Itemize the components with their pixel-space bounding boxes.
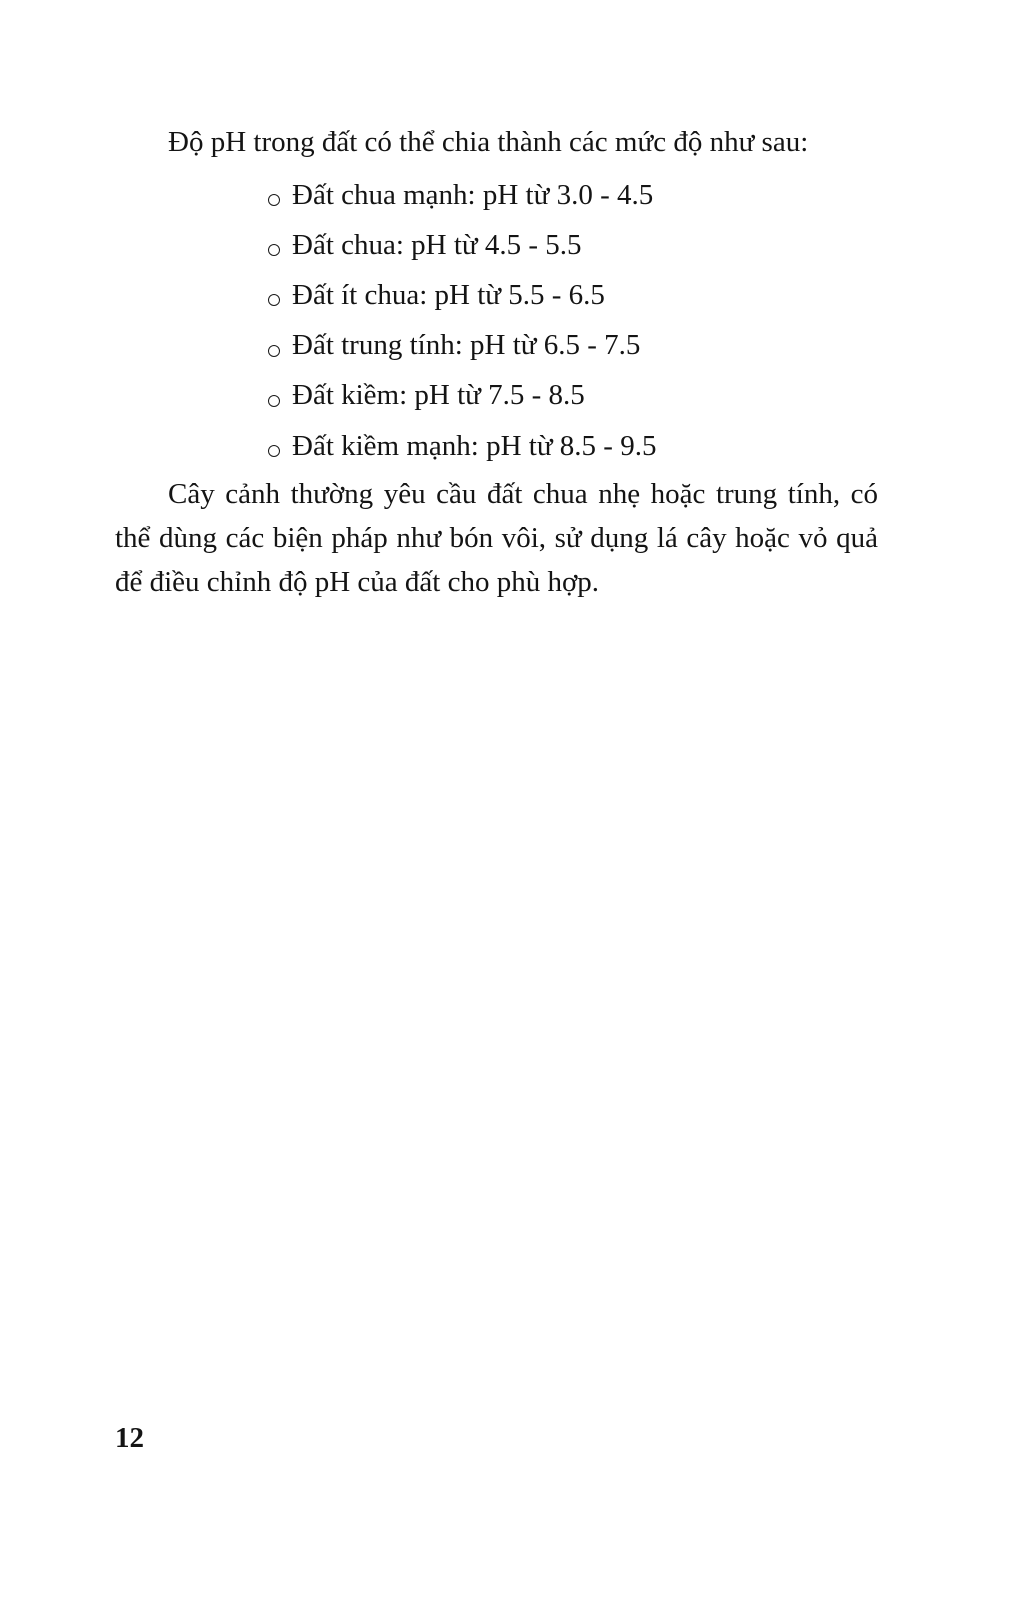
paragraph-text: Cây cảnh thường yêu cầu đất chua nhẹ hoặc trung tính, có thể dùng các biện pháp như bón vôi, sử dụng lá cây hoặc vỏ quả để điều chỉnh độ pH của đất cho phù hợp. bbox=[115, 478, 878, 598]
circle-bullet-icon bbox=[268, 345, 280, 357]
list-item bbox=[268, 220, 656, 270]
list-item bbox=[268, 170, 656, 220]
circle-bullet-icon bbox=[268, 244, 280, 256]
list-item bbox=[268, 371, 656, 421]
intro-text: Độ pH trong đất có thể chia thành các mức độ như sau: bbox=[168, 126, 809, 158]
list-item-text: Đất kiềm: pH từ 7.5 - 8.5 bbox=[292, 379, 585, 412]
circle-bullet-icon bbox=[268, 445, 280, 457]
list-item-text: Đất chua: pH từ 4.5 - 5.5 bbox=[292, 228, 582, 261]
list-item bbox=[268, 421, 656, 471]
list-item-text: Đất kiềm mạnh: pH từ 8.5 - 9.5 bbox=[292, 429, 657, 462]
list-item-text: Đất ít chua: pH từ 5.5 - 6.5 bbox=[292, 278, 605, 311]
body-paragraph bbox=[115, 472, 878, 604]
circle-bullet-icon bbox=[268, 395, 280, 407]
list-item-text: Đất trung tính: pH từ 6.5 - 7.5 bbox=[292, 329, 641, 362]
list-item bbox=[268, 321, 656, 371]
list-item bbox=[268, 270, 656, 320]
ph-level-list bbox=[268, 170, 656, 471]
page-number: 12 bbox=[115, 1422, 144, 1454]
list-item-text: Đất chua mạnh: pH từ 3.0 - 4.5 bbox=[292, 178, 654, 211]
circle-bullet-icon bbox=[268, 194, 280, 206]
circle-bullet-icon bbox=[268, 294, 280, 306]
